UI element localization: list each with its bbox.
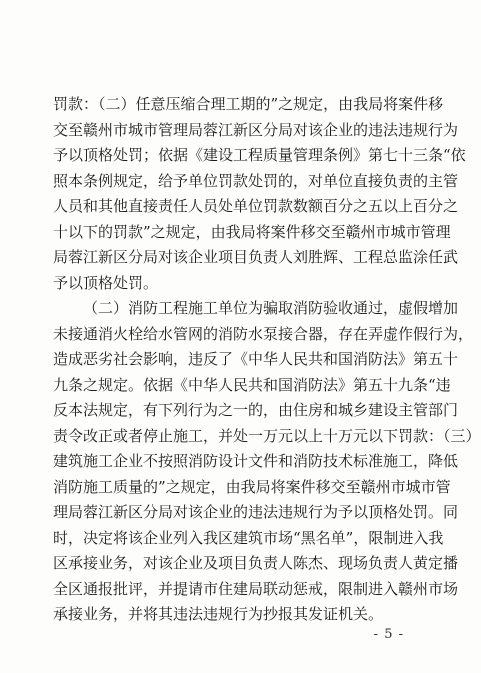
text-line: 未接通消火栓给水管网的消防水泵接合器，存在弄虚作假行为， [53,324,474,343]
paragraph-fire-protection [53,296,481,628]
text-line: 九条之规定。依据《中华人民共和国消防法》第五十九条“违 [53,375,451,394]
text-line: 十以下的罚款”之规定，由我局将案件移交至赣州市城市管理 [53,222,451,241]
page-number: - 5 - [373,627,404,642]
text-line: 理局蓉江新区分局对该企业的违法违规行为予以顶格处罚。同 [53,503,459,521]
text-line: 消防施工质量的”之规定，由我局将案件移交至赣州市城市管 [53,477,451,496]
text-line: 全区通报批评，并提请市住建局联动惩戒，限制进入赣州市场 [53,579,459,598]
text-line: 反本法规定，有下列行为之一的，由住房和城乡建设主管部门 [53,401,459,419]
text-line: 罚款：（二）任意压缩合理工期的”之规定，由我局将案件移 [53,95,444,113]
text-line: 人员和其他直接责任人员处单位罚款数额百分之五以上百分之 [53,197,459,215]
text-line: 予以顶格处罚；依据《建设工程质量管理条例》第七十三条“依 [53,146,466,164]
text-line: 予以顶格处罚。 [53,273,159,292]
text-line: 局蓉江新区分局对该企业项目负责人刘胜辉、工程总监涂任武 [53,248,459,266]
text-line: 造成恶劣社会影响，违反了《中华人民共和国消防法》第五十 [53,350,459,368]
text-line: 照本条例规定，给予单位罚款处罚的，对单位直接负责的主管 [53,171,459,190]
text-line: 交至赣州市城市管理局蓉江新区分局对该企业的违法违规行为 [53,120,459,139]
text-line: 区承接业务，对该企业及项目负责人陈杰、现场负责人黄定播 [53,554,459,572]
text-line: （二）消防工程施工单位为骗取消防验收通过，虚假增加 [83,299,459,317]
text-line: 时，决定将该企业列入我区建筑市场“黑名单”，限制进入我 [53,528,444,547]
document-body [53,92,481,628]
paragraph-penalty-construction [53,92,466,296]
text-line: 建筑施工企业不按照消防设计文件和消防技术标准施工，降低 [53,452,459,470]
text-line: 责令改正或者停止施工，并处一万元以上十万元以下罚款：（三） [53,426,481,445]
text-line: 承接业务，并将其违法违规行为抄报其发证机关。 [53,605,384,623]
